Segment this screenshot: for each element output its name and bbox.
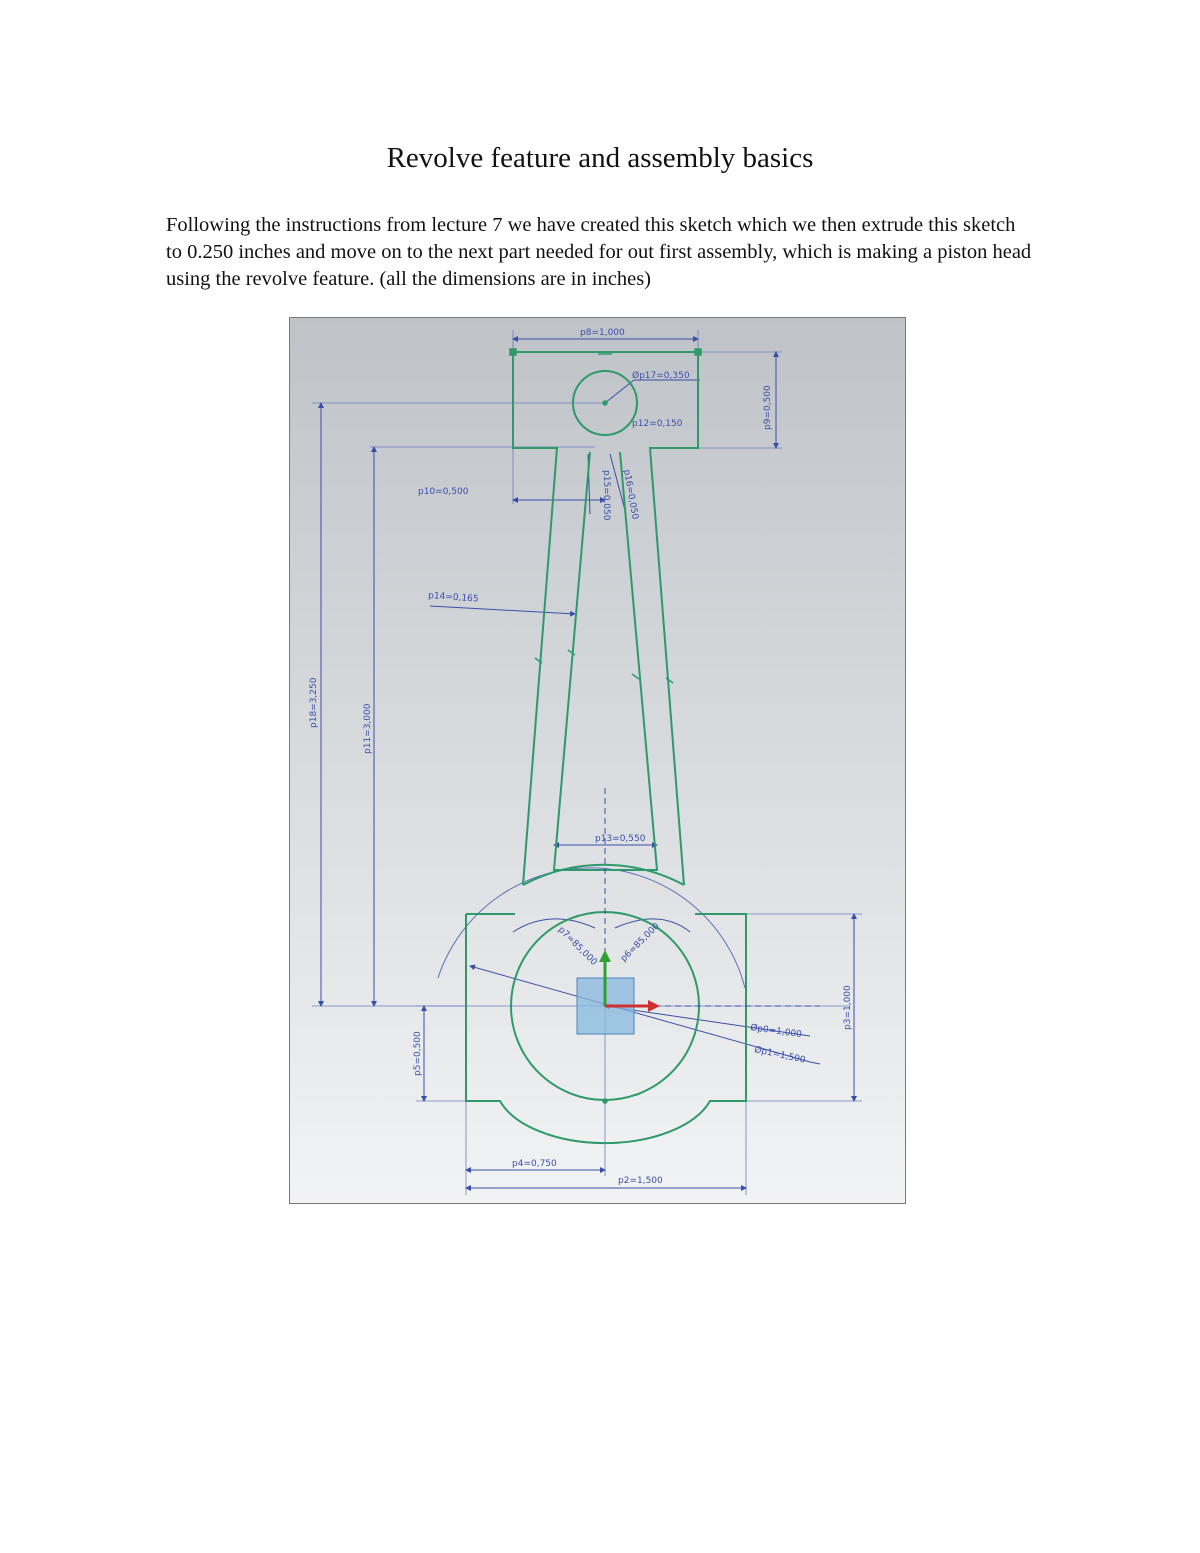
dim-p1: Øp1=1,500 [753,1045,807,1066]
dim-p12: p12=0,150 [632,419,683,429]
dim-p3: p3=1,000 [843,985,853,1030]
canvas-background [290,318,906,1204]
sketch-screenshot [289,317,906,1204]
dim-p7: p7=85,000 [555,925,599,968]
dim-p13: p13=0,550 [595,834,646,844]
dim-p15: p15=0,050 [601,470,611,521]
dim-p10: p10=0,500 [418,487,469,497]
dim-p4: p4=0,750 [512,1159,557,1169]
sketch-canvas [290,318,906,1204]
dim-p14: p14=0,165 [427,591,479,605]
document-title: Revolve feature and assembly basics [386,142,814,174]
dim-p16: p16=0,050 [621,468,640,521]
dim-p17: Øp17=0,350 [632,371,690,381]
dim-p0: Øp0=1,000 [749,1023,803,1041]
dim-p11: p11=3,000 [363,703,373,754]
dim-p9: p9=0,500 [763,385,773,430]
document-paragraph: Following the instructions from lecture 7 we have created this sketch which we then extrude this sketch to 0.250 inches and move on to the next part needed for out first assembly, which is making a piston head using the revolve feature. (all the dimensions are in inches) [166,214,1032,290]
dim-p2: p2=1,500 [618,1176,663,1186]
dim-p5: p5=0,500 [413,1031,423,1076]
dim-p18: p18=3,250 [309,677,319,728]
dim-p8: p8=1,000 [580,328,625,338]
dim-p6: p6=85,000 [619,921,662,965]
